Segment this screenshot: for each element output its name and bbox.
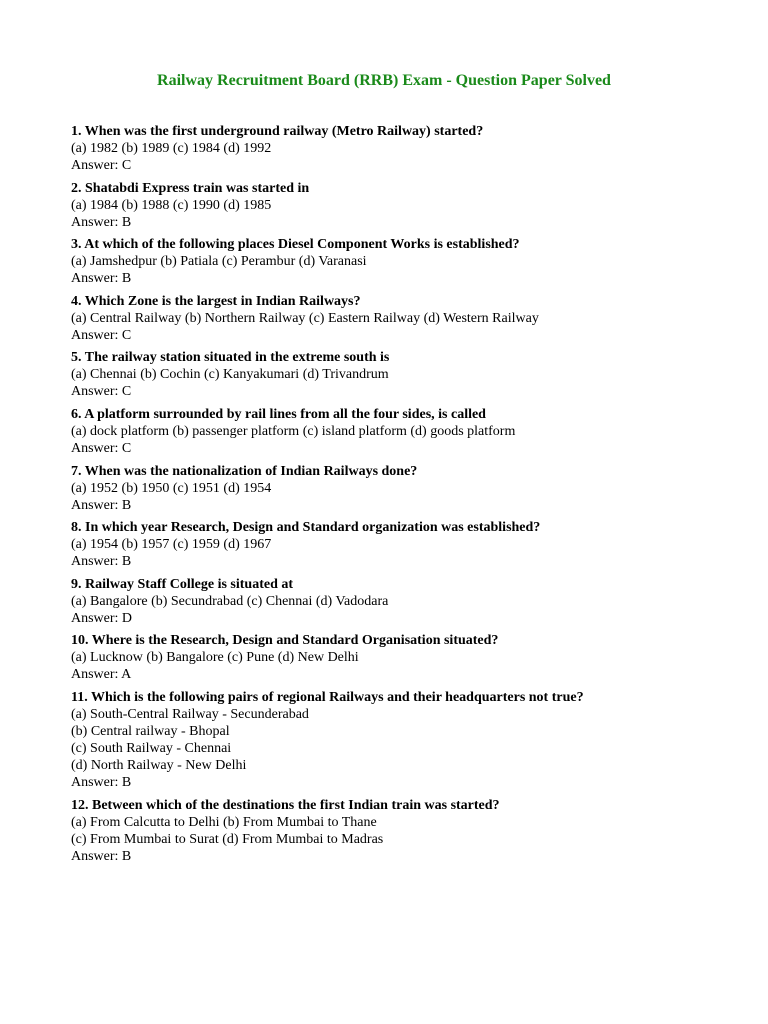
question-text: 9. Railway Staff College is situated at — [71, 576, 294, 592]
question-text: 5. The railway station situated in the extreme south is — [71, 350, 390, 366]
question-options: (c) From Mumbai to Surat (d) From Mumbai to Madras — [71, 831, 384, 847]
question-options: (a) Bangalore (b) Secundrabad (c) Chennai (d) Vadodara — [71, 593, 389, 609]
question-text: 4. Which Zone is the largest in Indian Railways? — [71, 293, 361, 309]
question-text: 10. Where is the Research, Design and Standard Organisation situated? — [71, 633, 499, 649]
question-block — [71, 632, 751, 683]
question-block — [71, 180, 751, 231]
question-block — [71, 519, 751, 570]
question-text: 12. Between which of the destinations the first Indian train was started? — [71, 797, 500, 813]
question-options: (d) North Railway - New Delhi — [71, 757, 247, 773]
question-block — [71, 797, 751, 865]
question-text: 1. When was the first underground railway (Metro Railway) started? — [71, 124, 484, 139]
question-options: (a) South-Central Railway - Secunderabad — [71, 706, 309, 722]
question-options: (a) 1982 (b) 1989 (c) 1984 (d) 1992 — [71, 141, 272, 156]
question-answer: Answer: B — [71, 214, 132, 230]
question-text: 7. When was the nationalization of Indian Railways done? — [71, 463, 418, 479]
question-text: 8. In which year Research, Design and Standard organization was established? — [71, 520, 541, 536]
question-answer: Answer: B — [71, 554, 132, 570]
question-text: 6. A platform surrounded by rail lines from all the four sides, is called — [71, 406, 486, 422]
question-answer: Answer: B — [71, 848, 132, 864]
question-answer: Answer: C — [71, 327, 132, 343]
question-options: (b) Central railway - Bhopal — [71, 723, 230, 739]
question-answer: Answer: C — [71, 384, 132, 400]
question-answer: Answer: D — [71, 610, 133, 626]
question-options: (a) From Calcutta to Delhi (b) From Mumbai to Thane — [71, 814, 377, 830]
question-options: (a) 1952 (b) 1950 (c) 1951 (d) 1954 — [71, 480, 272, 496]
question-block — [71, 123, 751, 174]
question-text: 11. Which is the following pairs of regional Railways and their headquarters not true? — [71, 689, 584, 705]
question-options: (a) Chennai (b) Cochin (c) Kanyakumari (d) Trivandrum — [71, 367, 389, 383]
question-answer: Answer: C — [71, 440, 132, 456]
question-options: (a) dock platform (b) passenger platform (c) island platform (d) goods platform — [71, 423, 516, 439]
question-answer: Answer: B — [71, 774, 132, 790]
question-answer: Answer: C — [71, 158, 132, 173]
question-block — [71, 349, 751, 400]
question-options: (c) South Railway - Chennai — [71, 740, 232, 756]
question-options: (a) Central Railway (b) Northern Railway (c) Eastern Railway (d) Western Railway — [71, 310, 539, 326]
question-options: (a) Lucknow (b) Bangalore (c) Pune (d) New Delhi — [71, 650, 359, 666]
question-answer: Answer: A — [71, 667, 132, 683]
question-answer: Answer: B — [71, 271, 132, 287]
question-block — [71, 689, 751, 791]
question-text: 3. At which of the following places Diesel Component Works is established? — [71, 237, 520, 253]
question-block — [71, 293, 751, 344]
question-text: 2. Shatabdi Express train was started in — [71, 180, 310, 196]
document-title: Railway Recruitment Board (RRB) Exam - Question Paper Solved — [157, 72, 611, 89]
question-list — [71, 123, 751, 870]
question-block — [71, 236, 751, 287]
question-options: (a) 1954 (b) 1957 (c) 1959 (d) 1967 — [71, 537, 272, 553]
question-block — [71, 406, 751, 457]
question-block — [71, 576, 751, 627]
question-answer: Answer: B — [71, 497, 132, 513]
question-options: (a) Jamshedpur (b) Patiala (c) Perambur (d) Varanasi — [71, 254, 367, 270]
question-block — [71, 463, 751, 514]
question-options: (a) 1984 (b) 1988 (c) 1990 (d) 1985 — [71, 197, 272, 213]
